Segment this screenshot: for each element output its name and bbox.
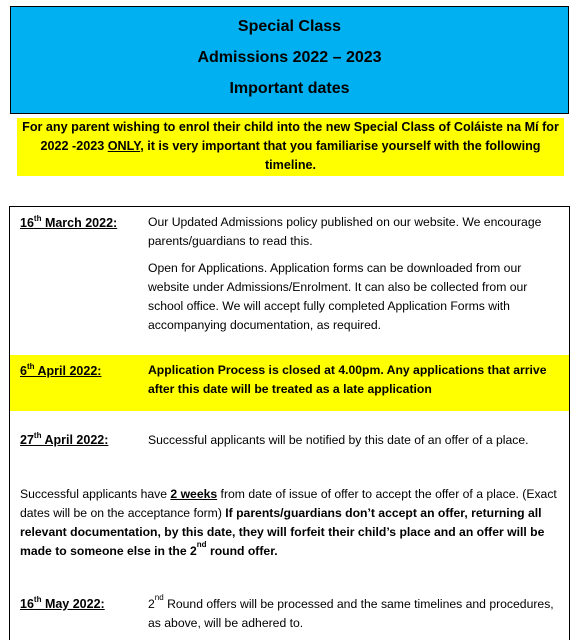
row-description-2: Open for Applications. Application forms can be downloaded from our website under Admissions/Enrolment. It can also be collected from our school office. We will accept fully completed Application Forms with accompanying documentation, as required. [148, 261, 528, 332]
notice-text-1: For any parent wishing to enrol their child into the new Special Class of Coláiste na Mí for 2022 -2023 [22, 120, 559, 153]
row-date: 27th April 2022: [20, 431, 109, 447]
row-description: Our Updated Admissions policy published on our website. We encourage parents/guardians to read this. [148, 215, 542, 248]
acceptance-paragraph: Successful applicants have 2 weeks from date of issue of offer to accept the offer of a place. (Exact dates will be on the acceptance form) If parents/guardians don’t accept an offer, returning all relevant documentation, by this date, they will forfeit their child’s place and an offer will be made to someone else in the 2nd round offer. [20, 487, 557, 558]
notice-only: ONLY [107, 139, 141, 153]
timeline-table [9, 206, 570, 640]
row-date: 16th May 2022: [20, 595, 105, 611]
header-banner [10, 6, 569, 114]
timeline-row-highlight [10, 355, 569, 411]
header-subtitle: Admissions 2022 – 2023 [197, 49, 382, 66]
header-heading: Important dates [229, 80, 350, 97]
row-date: 16th March 2022: [20, 214, 118, 230]
header-title: Special Class [237, 18, 342, 35]
row-description: 2nd Round offers will be processed and the same timelines and procedures, as above, will be adhered to. [148, 593, 554, 630]
weeks-highlight: 2 weeks [170, 487, 218, 501]
row-date: 6th April 2022: [20, 362, 102, 378]
notice-banner [17, 118, 564, 176]
row-description: Application Process is closed at 4.00pm. Any applications that arrive after this date will be treated as a late application [148, 363, 547, 396]
notice-text-2: , it is very important that you familiarise yourself with the following timeline. [140, 139, 541, 172]
row-description: Successful applicants will be notified by this date of an offer of a place. [148, 433, 529, 447]
